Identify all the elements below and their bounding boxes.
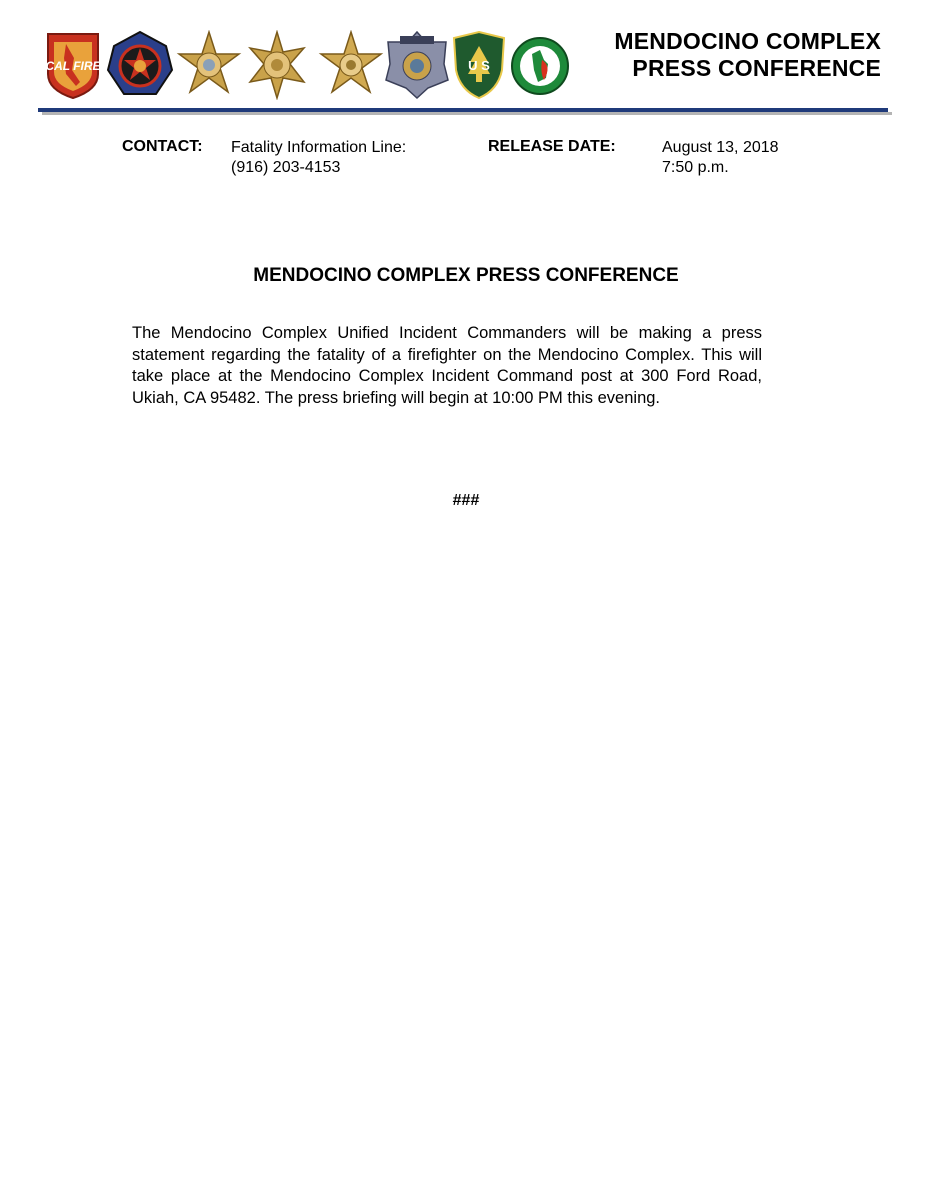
forest-service-shield-logo [452, 30, 506, 100]
cal-fire-patch-logo [44, 30, 102, 100]
incident-team-seal-logo [510, 30, 570, 100]
contact-phone: (916) 203-4153 [231, 159, 341, 176]
release-time: 7:50 p.m. [662, 159, 729, 176]
header-title-line2: PRESS CONFERENCE [632, 55, 881, 81]
contact-value [231, 138, 406, 178]
contact-label: CONTACT: [122, 138, 203, 155]
sheriff-star-badge-logo-3 [318, 30, 384, 100]
fire-department-badge-logo [106, 30, 174, 100]
svg-text:U S: U S [468, 58, 490, 73]
body-paragraph: The Mendocino Complex Unified Incident Commanders will be making a press statement regarding the fatality of a firefighter on the Mendocino Complex. This will take place at the Mendocino Complex Incident Command post at 300 Ford Road, Ukiah, CA 95482. The press briefing will begin at 10:00 PM this evening. [132, 324, 762, 407]
release-date-label: RELEASE DATE: [488, 138, 616, 155]
document-title: MENDOCINO COMPLEX PRESS CONFERENCE [253, 265, 679, 286]
end-of-release-mark: ### [452, 492, 480, 509]
contact-line: Fatality Information Line: [231, 139, 407, 156]
agency-logos [44, 30, 574, 102]
header-title-line1: MENDOCINO COMPLEX [614, 28, 881, 54]
release-date: August 13, 2018 [662, 139, 779, 156]
svg-text:CAL FIRE: CAL FIRE [45, 59, 101, 73]
header-title [614, 28, 881, 82]
letterhead [0, 0, 927, 118]
sheriff-star-badge-logo-1 [176, 30, 242, 100]
header-rule-shadow [42, 112, 892, 115]
sheriff-star-badge-logo-2 [242, 30, 312, 100]
police-badge-logo [384, 30, 450, 100]
release-date-value [662, 138, 779, 178]
